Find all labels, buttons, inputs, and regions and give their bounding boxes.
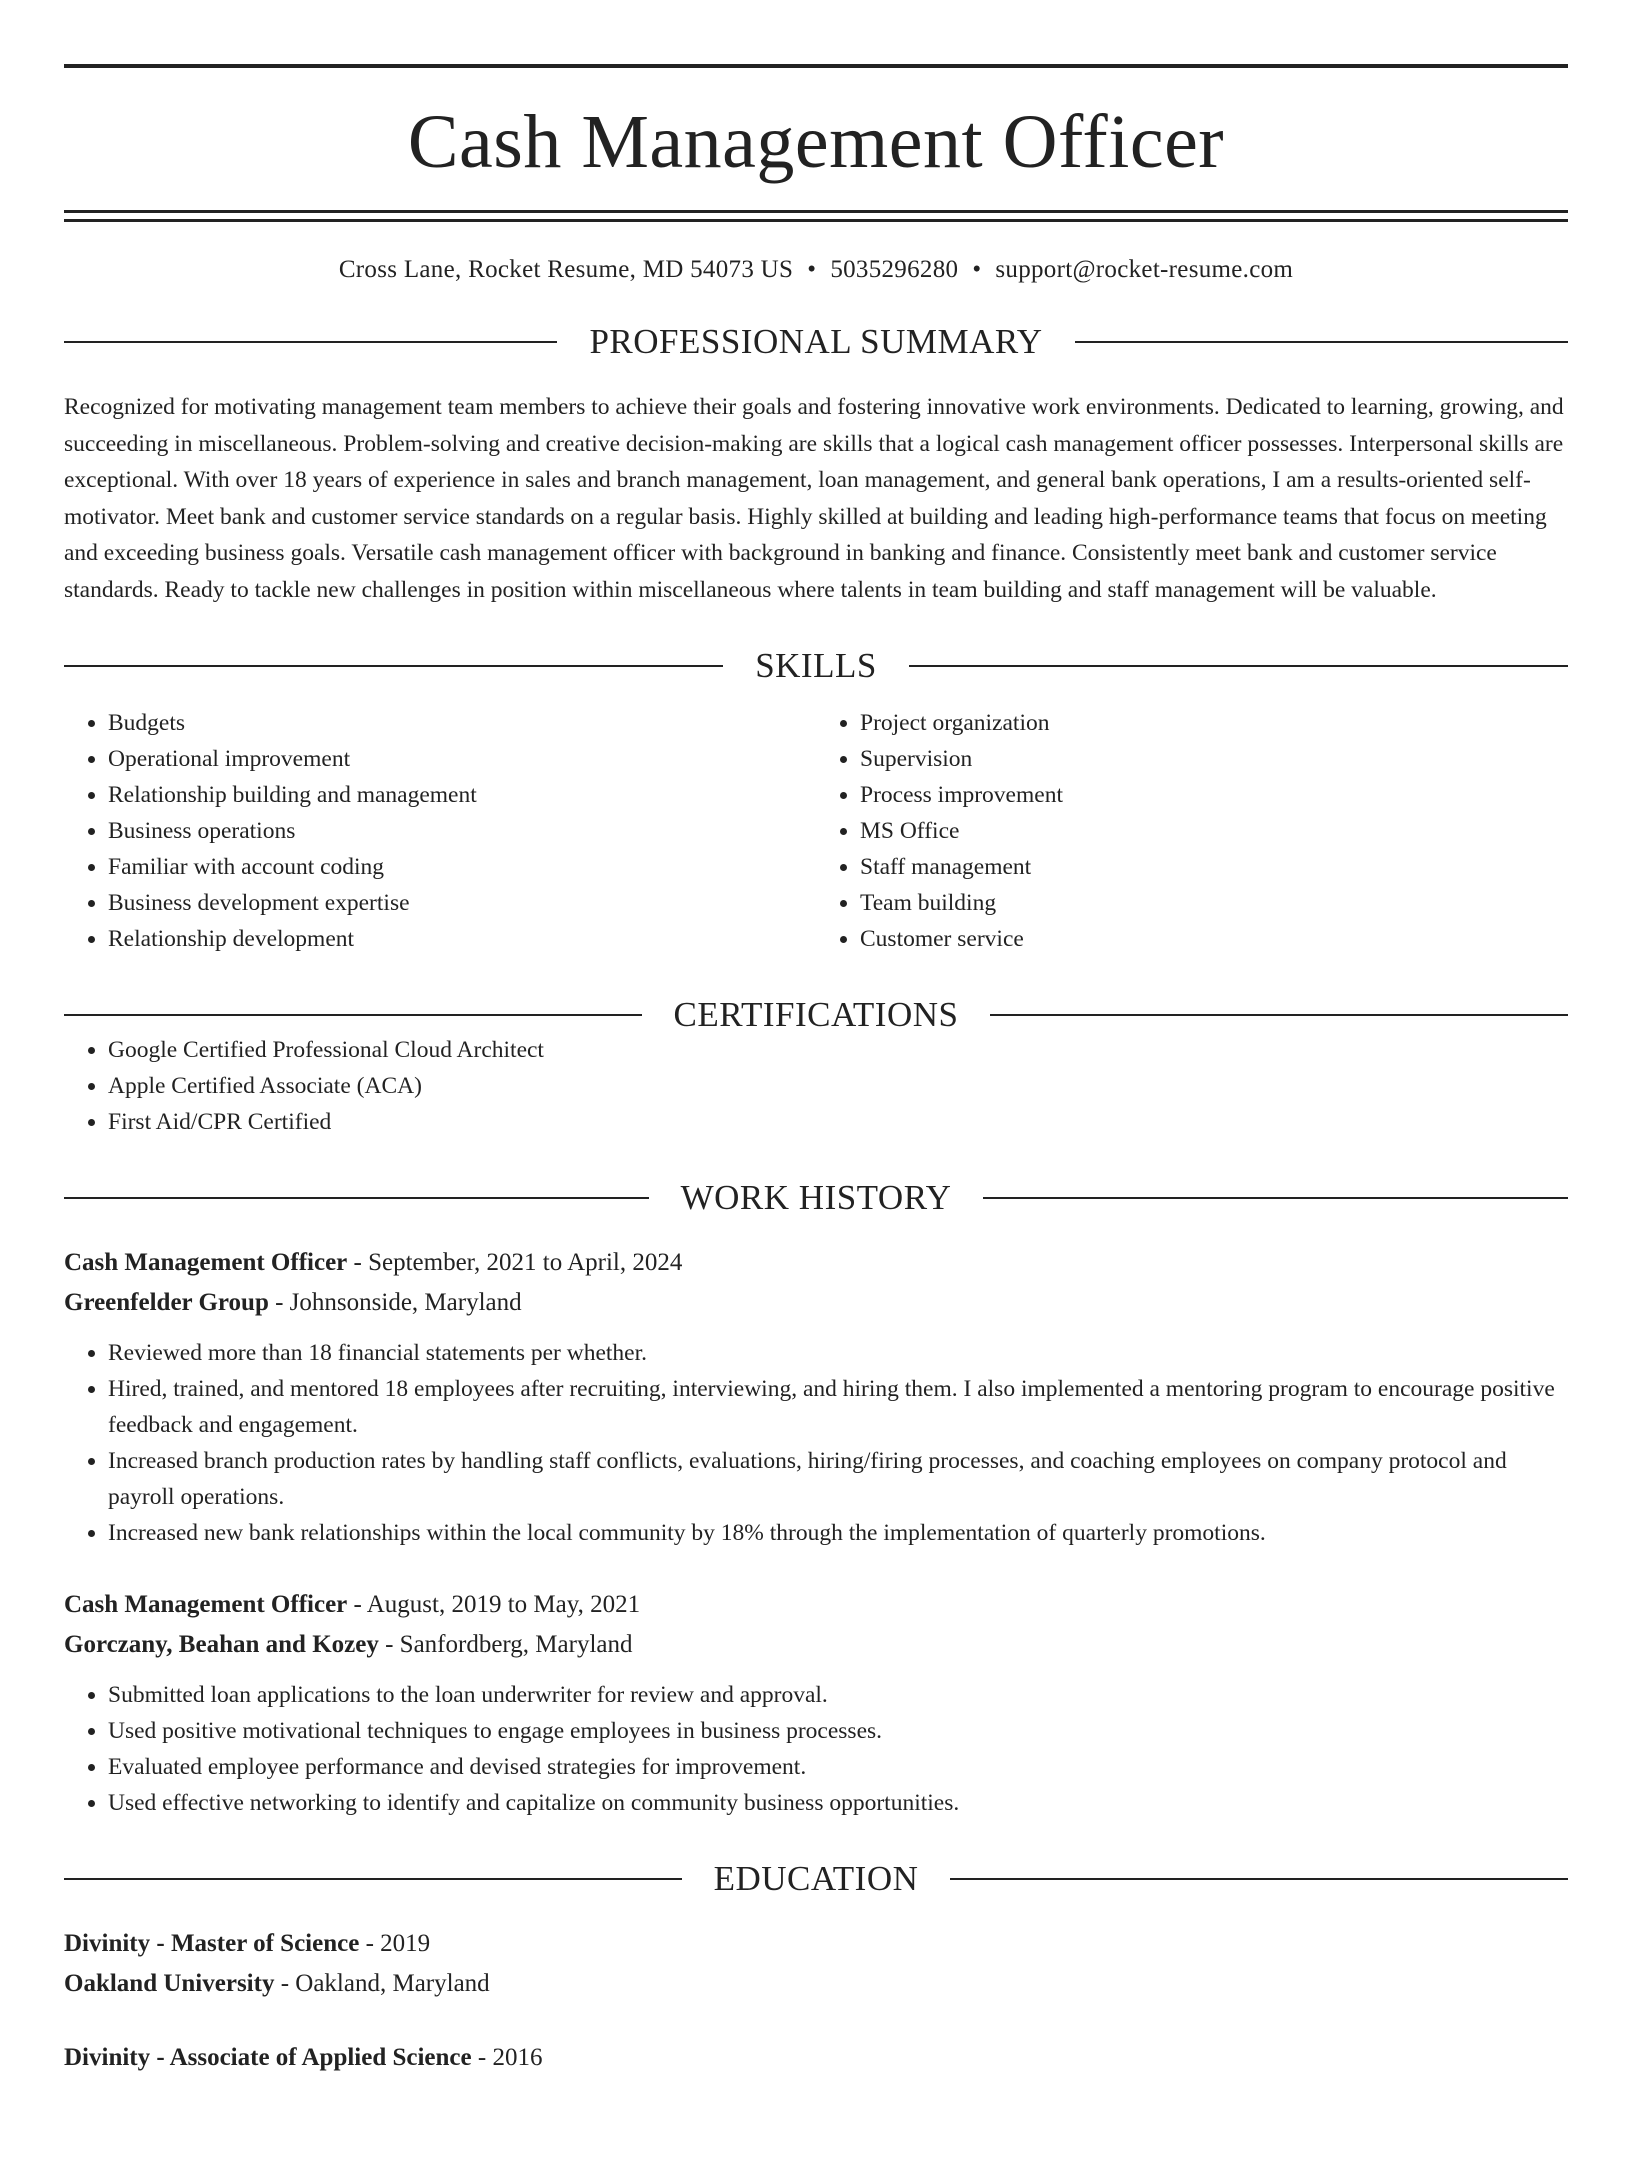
job-company-line: [64, 1283, 1568, 1323]
education-heading: [64, 1861, 1568, 1896]
job-company: Gorczany, Beahan and Kozey: [64, 1631, 379, 1658]
heading-rule-right: [990, 1014, 1568, 1016]
job-bullet: • Evaluated employee performance and devised strategies for improvement.: [108, 1749, 1568, 1785]
skill-item: • Relationship development: [108, 921, 816, 957]
skill-item: • Process improvement: [860, 777, 1568, 813]
education-degree: Divinity - Master of Science: [64, 1930, 360, 1957]
certifications-list: [64, 1032, 1568, 1140]
job-entry: [64, 1585, 1568, 1821]
skill-item: • Supervision: [860, 741, 1568, 777]
education-year: - 2019: [359, 1930, 431, 1957]
job-company-line: [64, 1625, 1568, 1665]
top-divider: [64, 64, 1568, 68]
certifications-heading-title: CERTIFICATIONS: [673, 995, 959, 1034]
summary-heading: [64, 324, 1568, 359]
education-school: Oakland University: [64, 1970, 275, 1997]
resume-page: [0, 64, 1632, 2176]
skills-heading-title: SKILLS: [755, 646, 877, 685]
job-bullet: • Submitted loan applications to the loan underwriter for review and approval.: [108, 1677, 1568, 1713]
skills-column-left: [64, 705, 816, 957]
skills-list-left: [64, 705, 816, 957]
job-bullet: • Used effective networking to identify and capitalize on community business opportunities.: [108, 1785, 1568, 1821]
certification-item: • Google Certified Professional Cloud Architect: [108, 1032, 1568, 1068]
job-bullet: • Hired, trained, and mentored 18 employees after recruiting, interviewing, and hiring them. I also implemented a mentoring program to encourage positive feedback and engagement.: [108, 1371, 1568, 1443]
heading-rule-left: [64, 1878, 682, 1880]
job-title: Cash Management Officer: [64, 1249, 348, 1276]
skill-item: • Business operations: [108, 813, 816, 849]
job-bullet: • Used positive motivational techniques to engage employees in business processes.: [108, 1713, 1568, 1749]
job-bullets: [64, 1335, 1568, 1551]
contact-phone: 5035296280: [830, 256, 959, 283]
skill-item: • MS Office: [860, 813, 1568, 849]
job-location: - Sanfordberg, Maryland: [378, 1631, 633, 1658]
job-bullet: • Reviewed more than 18 financial statements per whether.: [108, 1335, 1568, 1371]
skill-item: • Relationship building and management: [108, 777, 816, 813]
job-bullet: • Increased branch production rates by handling staff conflicts, evaluations, hiring/firing processes, and coaching employees on company protocol and payroll operations.: [108, 1443, 1568, 1515]
work-history-heading-title: WORK HISTORY: [680, 1178, 952, 1217]
education-degree: Divinity - Associate of Applied Science: [64, 2044, 472, 2071]
contact-line: [64, 256, 1568, 284]
skill-item: • Budgets: [108, 705, 816, 741]
job-entry: [64, 1243, 1568, 1551]
job-location: - Johnsonside, Maryland: [268, 1289, 522, 1316]
skill-item: • Project organization: [860, 705, 1568, 741]
contact-address: Cross Lane, Rocket Resume, MD 54073 US: [338, 256, 794, 283]
summary-heading-title: PROFESSIONAL SUMMARY: [589, 322, 1043, 361]
skill-item: • Operational improvement: [108, 741, 816, 777]
education-degree-line: [64, 2038, 1568, 2078]
certifications-heading: [64, 997, 1568, 1032]
skills-grid: [64, 705, 1568, 957]
education-degree-line: [64, 1924, 1568, 1964]
certification-item: • Apple Certified Associate (ACA): [108, 1068, 1568, 1104]
certification-item: • First Aid/CPR Certified: [108, 1104, 1568, 1140]
contact-separator: •: [972, 256, 982, 283]
heading-rule-right: [909, 665, 1568, 667]
heading-rule-left: [64, 665, 723, 667]
job-bullet: • Increased new bank relationships within the local community by 18% through the implementation of quarterly promotions.: [108, 1515, 1568, 1551]
skills-list-right: [816, 705, 1568, 957]
education-year: - 2016: [471, 2044, 543, 2071]
contact-separator: •: [807, 256, 817, 283]
skill-item: • Business development expertise: [108, 885, 816, 921]
job-bullets: [64, 1677, 1568, 1821]
heading-rule-right: [1075, 341, 1568, 343]
education-entry: [64, 1924, 1568, 2004]
summary-text: Recognized for motivating management team members to achieve their goals and fostering innovative work environments. Dedicated to learning, growing, and succeeding in miscellaneous. Problem-solving and creative decision-making are skills that a logical cash management officer possesses. Interpersonal skills are exceptional. With over 18 years of experience in sales and branch management, loan management, and general bank operations, I am a results-oriented self-motivator. Meet bank and customer service standards on a regular basis. Highly skilled at building and leading high-performance teams that focus on meeting and exceeding business goals. Versatile cash management officer with background in banking and finance. Consistently meet bank and customer service standards. Ready to tackle new challenges in position within miscellaneous where talents in team building and staff management will be valuable.: [64, 394, 1564, 603]
job-dates: - August, 2019 to May, 2021: [347, 1591, 641, 1618]
education-entry: [64, 2038, 1568, 2078]
job-company: Greenfelder Group: [64, 1289, 269, 1316]
skill-item: • Customer service: [860, 921, 1568, 957]
heading-rule-left: [64, 1197, 649, 1199]
job-title: Cash Management Officer: [64, 1591, 348, 1618]
education-heading-title: EDUCATION: [713, 1859, 919, 1898]
skills-heading: [64, 648, 1568, 683]
resume-title: Cash Management Officer: [407, 100, 1225, 184]
skills-column-right: [816, 705, 1568, 957]
skill-item: • Team building: [860, 885, 1568, 921]
education-school-line: [64, 1964, 1568, 2004]
education-location: - Oakland, Maryland: [274, 1970, 490, 1997]
job-title-line: [64, 1585, 1568, 1625]
heading-rule-left: [64, 341, 557, 343]
skill-item: • Staff management: [860, 849, 1568, 885]
heading-rule-right: [983, 1197, 1568, 1199]
job-title-line: [64, 1243, 1568, 1283]
heading-rule-right: [950, 1878, 1568, 1880]
contact-email: support@rocket-resume.com: [995, 256, 1294, 283]
heading-rule-left: [64, 1014, 642, 1016]
work-history-heading: [64, 1180, 1568, 1215]
title-double-divider: [64, 210, 1568, 222]
job-dates: - September, 2021 to April, 2024: [347, 1249, 683, 1276]
skill-item: • Familiar with account coding: [108, 849, 816, 885]
